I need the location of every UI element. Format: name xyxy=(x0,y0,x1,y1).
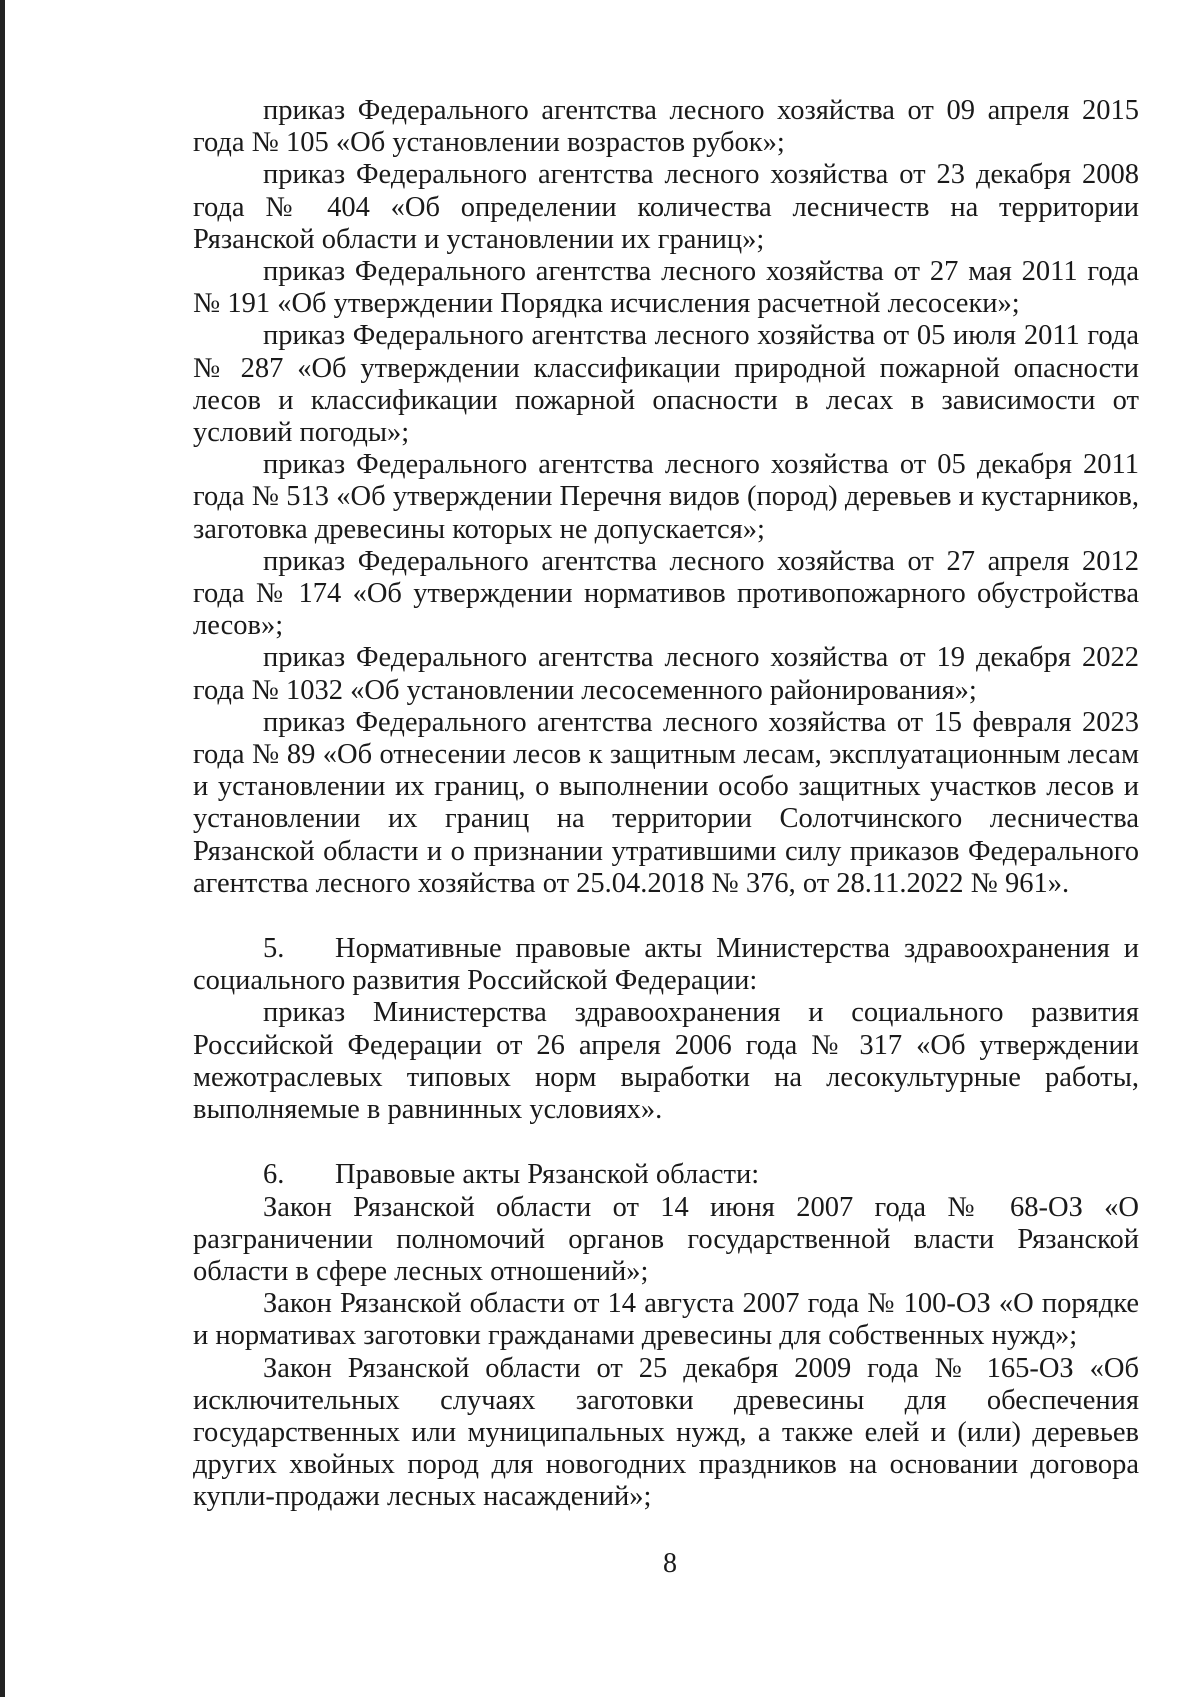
paragraph-order-513: приказ Федерального агентства лесного хозяйства от 05 декабря 2011 года № 513 «Об утверждении Перечня видов (пород) деревьев и кустарников, заготовка древесины которых не допускается»; xyxy=(193,449,1139,545)
section-5-heading xyxy=(193,933,1139,997)
page-number-text: 8 xyxy=(663,1548,677,1579)
section-5-title: Нормативные правовые акты Министерства здравоохранения и социального развития Российской Федерации: xyxy=(193,933,1139,997)
scan-left-edge xyxy=(0,0,5,1697)
paragraph-order-105: приказ Федерального агентства лесного хозяйства от 09 апреля 2015 года № 105 «Об установлении возрастов рубок»; xyxy=(193,95,1139,159)
paragraph-order-89: приказ Федерального агентства лесного хозяйства от 15 февраля 2023 года № 89 «Об отнесении лесов к защитным лесам, эксплуатационным лесам и установлении их границ, о выполнении особо защитных участков лесов и установлении их границ на территории Солотчинского лесничества Рязанской области и о признании утратившими силу приказов Федерального агентства лесного хозяйства от 25.04.2018 № 376, от 28.11.2022 № 961». xyxy=(193,706,1139,899)
paragraph-order-191: приказ Федерального агентства лесного хозяйства от 27 мая 2011 года № 191 «Об утверждении Порядка исчисления расчетной лесосеки»; xyxy=(193,256,1139,320)
page-number xyxy=(70,1548,1200,1580)
section-6-title: Правовые акты Рязанской области: xyxy=(335,1159,760,1191)
document-page xyxy=(193,95,1139,1514)
paragraph-order-317: приказ Министерства здравоохранения и социального развития Российской Федерации от 26 апреля 2006 года № 317 «Об утверждении межотраслевых типовых норм выработки на лесокультурные работы, выполняемые в равнинных условиях». xyxy=(193,997,1139,1126)
paragraph-law-68-oz: Закон Рязанской области от 14 июня 2007 года № 68-ОЗ «О разграничении полномочий органов государственной власти Рязанской области в сфере лесных отношений»; xyxy=(193,1191,1139,1287)
section-gap xyxy=(193,900,1139,933)
paragraph-order-174: приказ Федерального агентства лесного хозяйства от 27 апреля 2012 года № 174 «Об утверждении нормативов противопожарного обустройства лесов»; xyxy=(193,545,1139,642)
section-gap xyxy=(193,1126,1139,1159)
paragraph-law-100-oz: Закон Рязанской области от 14 августа 2007 года № 100-ОЗ «О порядке и нормативах заготовки гражданами древесины для собственных нужд»; xyxy=(193,1288,1139,1352)
paragraph-order-1032: приказ Федерального агентства лесного хозяйства от 19 декабря 2022 года № 1032 «Об установлении лесосеменного районирования»; xyxy=(193,642,1139,706)
paragraph-law-165-oz: Закон Рязанской области от 25 декабря 2009 года № 165-ОЗ «Об исключительных случаях заготовки древесины для обеспечения государственных или муниципальных нужд, а также елей и (или) деревьев других хвойных пород для новогодних праздников на основании договора купли-продажи лесных насаждений»; xyxy=(193,1352,1139,1513)
section-6-number: 6. xyxy=(263,1159,285,1191)
section-6-heading xyxy=(193,1159,1139,1191)
paragraph-order-287: приказ Федерального агентства лесного хозяйства от 05 июля 2011 года № 287 «Об утверждении классификации природной пожарной опасности лесов и классификации пожарной опасности в лесах в зависимости от условий погоды»; xyxy=(193,320,1139,449)
paragraph-order-404: приказ Федерального агентства лесного хозяйства от 23 декабря 2008 года № 404 «Об определении количества лесничеств на территории Рязанской области и установлении их границ»; xyxy=(193,159,1139,255)
section-5-number: 5. xyxy=(263,933,285,965)
